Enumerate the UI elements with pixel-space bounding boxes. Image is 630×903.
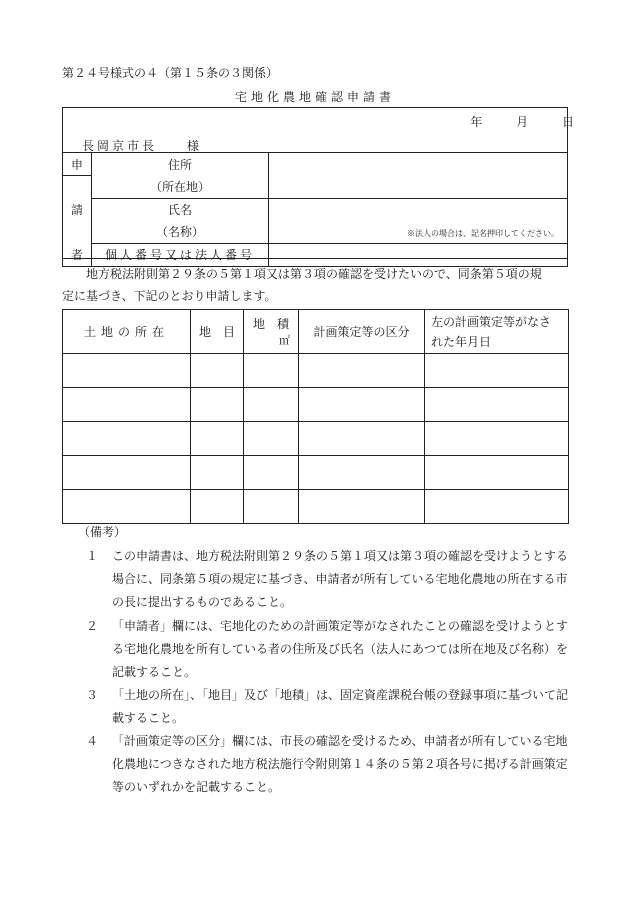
- day-label: 日: [561, 115, 574, 129]
- applicant-side-char: 申: [63, 153, 92, 176]
- address-sublabel: （所在地）: [92, 176, 269, 199]
- name-value[interactable]: [269, 198, 568, 243]
- month-label: 月: [516, 115, 529, 129]
- name-sublabel: （名称）: [92, 221, 269, 244]
- table-row: [63, 388, 569, 422]
- form-number-label: 第２４号様式の４（第１５条の３関係）: [62, 66, 279, 80]
- request-text-line-2: 定に基づき、下記のとおり申請します。: [62, 289, 277, 303]
- table-row: [63, 354, 569, 388]
- remark-item: ３ 「土地の所在」、「地目」及び「地積」は、固定資産課税台帳の登録事項に基づいて記載すること。: [86, 688, 569, 725]
- year-label: 年: [470, 115, 483, 129]
- request-text-line-1: 地方税法附則第２９条の５第１項又は第３項の確認を受けたいので、同条第５項の規: [86, 267, 542, 281]
- remark-item: １ この申請書は、地方税法附則第２９条の５第１項又は第３項の確認を受けようとする場合に、同条第５項の規定に基づき、申請者が所有している宅地化農地の所在する市の長に提出するものであること。: [86, 549, 569, 609]
- header-plan-date: 左の計画策定等がなさ れた年月日: [425, 310, 569, 354]
- land-table: [62, 309, 569, 524]
- header-location: 土地の所在: [63, 310, 191, 354]
- name-note: ※法人の場合は、記名押印してください。: [407, 228, 559, 238]
- header-plan: 計画策定等の区分: [299, 310, 425, 354]
- header-category: 地 目: [191, 310, 244, 354]
- remarks-title: （備考）: [78, 525, 127, 539]
- addressee: 長岡京市長 様: [82, 139, 203, 153]
- table-row: [63, 456, 569, 490]
- remark-item: ４ 「計画策定等の区分」欄には、市長の確認を受けるため、申請者が所有している宅地化農地につきなされた地方税法施行令附則第１４条の５第２項各号に掲げる計画策定等のいずれかを記載すること。: [86, 734, 568, 794]
- header-area: [244, 310, 299, 354]
- date-line: [470, 113, 574, 130]
- id-number-label: 個人番号又は法人番号: [92, 243, 269, 266]
- header-area-label: 地 積: [252, 317, 289, 331]
- address-value[interactable]: [269, 153, 568, 199]
- document-title: 宅地化農地確認申請書: [234, 90, 395, 104]
- applicant-table: [62, 152, 568, 267]
- remark-item: ２ 「申請者」欄には、宅地化のための計画策定等がなされたことの確認を受けようとする宅地化農地を所有している者の住所及び氏名（法人にあつては所在地及び名称）を記載すること。: [86, 619, 569, 679]
- header-area-unit: ㎡: [279, 334, 290, 347]
- table-row: [63, 490, 569, 524]
- applicant-side-char: 者: [63, 243, 92, 266]
- table-row: [63, 422, 569, 456]
- name-label: 氏名: [92, 198, 269, 221]
- address-label: 住所: [92, 153, 269, 176]
- applicant-side-char: 請: [63, 198, 92, 221]
